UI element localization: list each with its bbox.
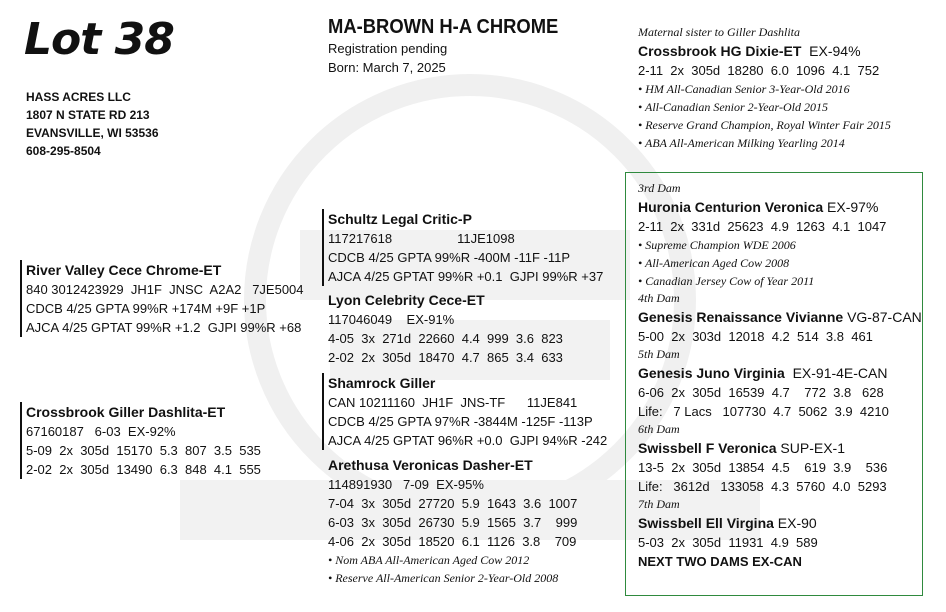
- dam-generation-label: 3rd Dam: [638, 181, 681, 195]
- dam-generation-name: Swissbell Ell Virgina: [638, 515, 774, 531]
- maternal-sister-honor: • ABA All-American Milking Yearling 2014: [638, 136, 845, 150]
- dam-generation-record: 6-06 2x 305d 16539 4.7 772 3.8 628: [638, 385, 884, 400]
- maternal-sister-classification: EX-94%: [809, 43, 861, 59]
- dam-generation-classification: VG-87-CAN: [847, 309, 922, 325]
- dam-generation-name: Huronia Centurion Veronica: [638, 199, 824, 215]
- consignor-address-1: 1807 N STATE RD 213: [26, 108, 150, 122]
- maternal-sister-honor: • All-Canadian Senior 2-Year-Old 2015: [638, 100, 828, 114]
- registration-status: Registration pending: [328, 41, 448, 56]
- dam-line: 2-02 2x 305d 13490 6.3 848 4.1 555: [26, 462, 261, 477]
- dam-dam-name: Arethusa Veronicas Dasher-ET: [328, 457, 533, 473]
- dam-generation-label: 7th Dam: [638, 497, 680, 511]
- footer-note: NEXT TWO DAMS EX-CAN: [638, 554, 802, 569]
- dam-generation-classification: SUP-EX-1: [780, 440, 845, 456]
- dam-generation-name: Genesis Renaissance Vivianne: [638, 309, 844, 325]
- sire-dam-line: 4-05 3x 271d 22660 4.4 999 3.6 823: [328, 331, 563, 346]
- dam-generation-name: Genesis Juno Virginia: [638, 365, 785, 381]
- dam-sire-line: AJCA 4/25 GPTAT 96%R +0.0 GJPI 94%R -242: [328, 433, 608, 448]
- dam-dam-line: 7-04 3x 305d 27720 5.9 1643 3.6 1007: [328, 496, 578, 511]
- dam-sire-block: [322, 373, 607, 450]
- dam-generation-label: 5th Dam: [638, 347, 680, 361]
- maternal-sister-record: 2-11 2x 305d 18280 6.0 1096 4.1 752: [638, 63, 880, 78]
- sire-sire-line: CDCB 4/25 GPTA 99%R -400M -11F -11P: [328, 250, 571, 265]
- dam-generation-record: 13-5 2x 305d 13854 4.5 619 3.9 536: [638, 460, 888, 475]
- sire-line: AJCA 4/25 GPTAT 99%R +1.2 GJPI 99%R +68: [26, 320, 302, 335]
- sire-sire-block: [322, 209, 603, 286]
- dam-generation-record: Life: 3612d 133058 4.3 5760 4.0 5293: [638, 479, 887, 494]
- animal-header: [328, 16, 578, 77]
- sire-dam-name: Lyon Celebrity Cece-ET: [328, 292, 485, 308]
- dam-block: [20, 402, 261, 479]
- dam-dam-honor: • Nom ABA All-American Aged Cow 2012: [328, 553, 530, 567]
- dam-dam-line: 114891930 7-09 EX-95%: [328, 477, 484, 492]
- dam-generation-classification: EX-90: [777, 515, 817, 531]
- sire-sire-line: 117217618 11JE1098: [328, 231, 515, 246]
- sire-line: 840 3012423929 JH1F JNSC A2A2 7JE5004: [26, 282, 304, 297]
- dam-generation-record: 5-03 2x 305d 11931 4.9 589: [638, 535, 818, 550]
- dam-dam-line: 4-06 2x 305d 18520 6.1 1126 3.8 709: [328, 534, 577, 549]
- birth-date: Born: March 7, 2025: [328, 60, 446, 75]
- dam-sire-line: CAN 10211160 JH1F JNS-TF 11JE841: [328, 395, 578, 410]
- consignor-address-2: EVANSVILLE, WI 53536: [26, 126, 159, 140]
- sire-line: CDCB 4/25 GPTA 99%R +174M +9F +1P: [26, 301, 266, 316]
- sire-dam-block: [328, 290, 563, 367]
- dam-generation-classification: EX-91-4E-CAN: [792, 365, 888, 381]
- sire-sire-name: Schultz Legal Critic-P: [328, 211, 472, 227]
- dam-dam-line: 6-03 3x 305d 26730 5.9 1565 3.7 999: [328, 515, 578, 530]
- maternal-sister-honor: • HM All-Canadian Senior 3-Year-Old 2016: [638, 82, 850, 96]
- dam-generation-record: 2-11 2x 331d 25623 4.9 1263 4.1 1047: [638, 219, 887, 234]
- dam-generation-label: 6th Dam: [638, 422, 680, 436]
- sire-sire-line: AJCA 4/25 GPTAT 99%R +0.1 GJPI 99%R +37: [328, 269, 604, 284]
- animal-name: MA-BROWN H-A CHROME: [328, 16, 559, 38]
- dam-sire-name: Shamrock Giller: [328, 375, 436, 391]
- maternal-sister-block: [638, 24, 891, 152]
- deep-dams-block: [638, 180, 922, 571]
- dam-name: Crossbrook Giller Dashlita-ET: [26, 404, 226, 420]
- sire-block: [20, 260, 304, 337]
- sire-dam-line: 2-02 2x 305d 18470 4.7 865 3.4 633: [328, 350, 563, 365]
- consignor-phone: 608-295-8504: [26, 144, 101, 158]
- maternal-sister-name: Crossbrook HG Dixie-ET: [638, 43, 802, 59]
- dam-line: 5-09 2x 305d 15170 5.3 807 3.5 535: [26, 443, 261, 458]
- maternal-sister-label: Maternal sister to Giller Dashlita: [638, 25, 800, 39]
- dam-sire-line: CDCB 4/25 GPTA 97%R -3844M -125F -113P: [328, 414, 593, 429]
- dam-generation-honor: • Supreme Champion WDE 2006: [638, 238, 796, 252]
- dam-dam-block: [328, 455, 577, 587]
- maternal-sister-honor: • Reserve Grand Champion, Royal Winter Fair 2015: [638, 118, 891, 132]
- lot-title: Lot 38: [24, 14, 174, 65]
- dam-generation-name: Swissbell F Veronica: [638, 440, 777, 456]
- dam-line: 67160187 6-03 EX-92%: [26, 424, 176, 439]
- sire-dam-line: 117046049 EX-91%: [328, 312, 455, 327]
- sire-name: River Valley Cece Chrome-ET: [26, 262, 222, 278]
- consignor-name: HASS ACRES LLC: [26, 90, 131, 104]
- dam-generation-honor: • All-American Aged Cow 2008: [638, 256, 790, 270]
- dam-generation-record: Life: 7 Lacs 107730 4.7 5062 3.9 4210: [638, 404, 889, 419]
- dam-dam-honor: • Reserve All-American Senior 2-Year-Old 2008: [328, 571, 559, 585]
- dam-generation-classification: EX-97%: [827, 199, 879, 215]
- dam-generation-honor: • Canadian Jersey Cow of Year 2011: [638, 274, 815, 288]
- consignor-block: [26, 88, 159, 160]
- dam-generation-record: 5-00 2x 303d 12018 4.2 514 3.8 461: [638, 329, 873, 344]
- dam-generation-label: 4th Dam: [638, 291, 680, 305]
